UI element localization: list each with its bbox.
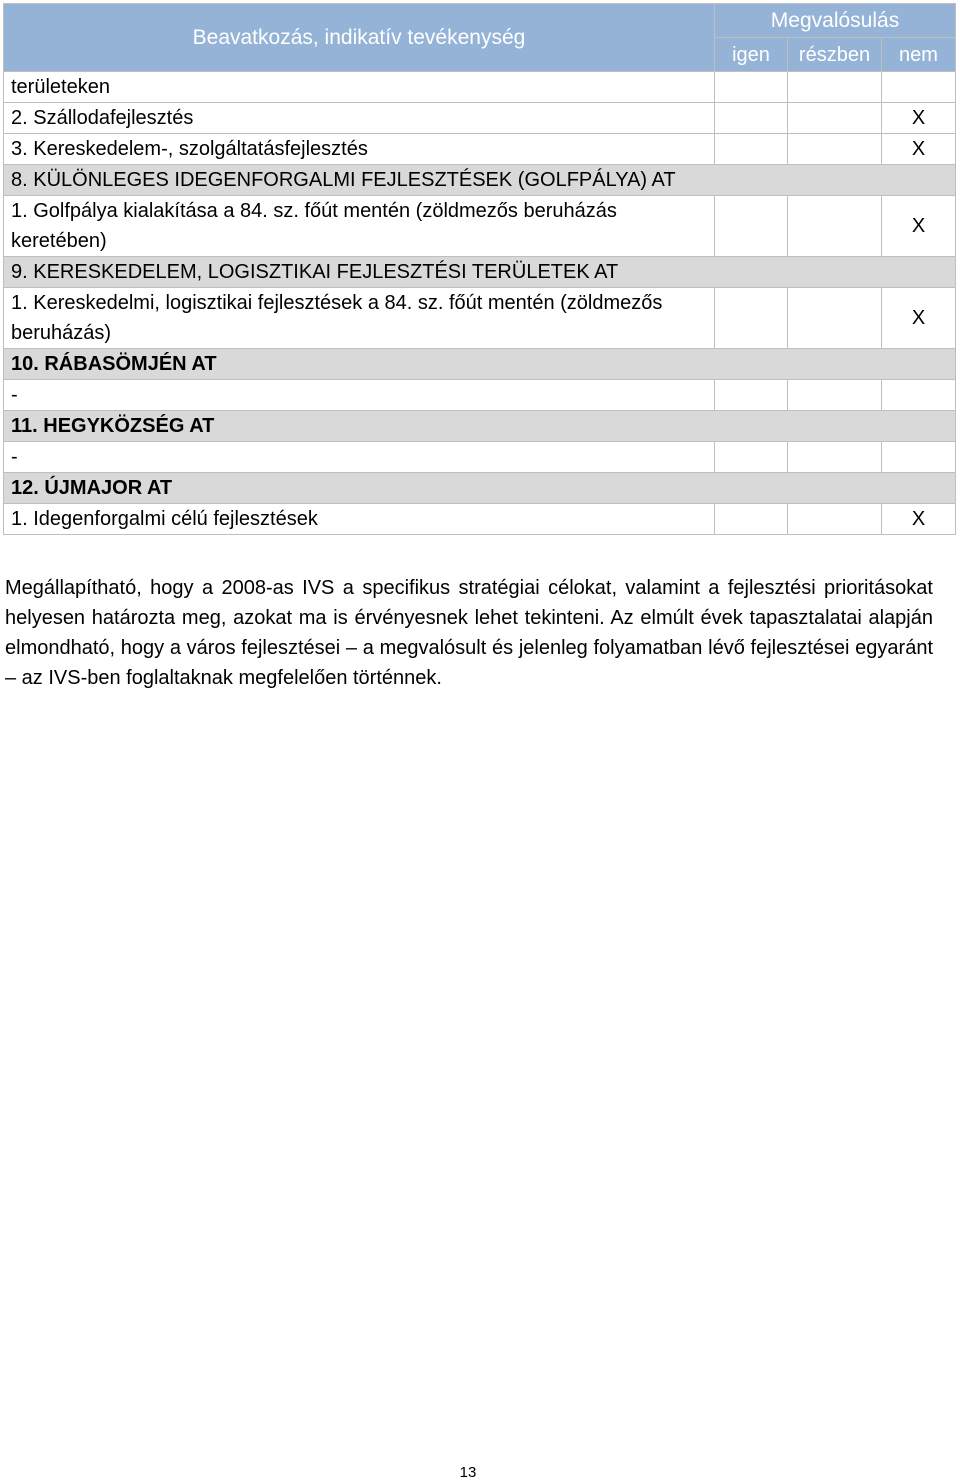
implementation-table — [3, 3, 956, 535]
partial-cell — [788, 442, 882, 473]
page-number: 13 — [459, 1464, 477, 1481]
yes-cell — [715, 134, 788, 165]
no-cell — [882, 442, 956, 473]
yes-cell — [715, 288, 788, 349]
yes-cell — [715, 442, 788, 473]
no-cell: X — [882, 504, 956, 535]
row-text: 1. Golfpálya kialakítása a 84. sz. főút mentén (zöldmezős beruházás keretében) — [4, 196, 715, 257]
section-title: 12. ÚJMAJOR AT — [4, 473, 956, 504]
table-row — [4, 504, 956, 535]
section-row — [4, 473, 956, 504]
no-cell — [882, 72, 956, 103]
row-text: - — [4, 380, 715, 411]
section-row — [4, 165, 956, 196]
no-cell: X — [882, 288, 956, 349]
table-row — [4, 288, 956, 349]
no-column-header: nem — [882, 38, 956, 72]
partial-cell — [788, 196, 882, 257]
table-row — [4, 72, 956, 103]
summary-paragraph: Megállapítható, hogy a 2008-as IVS a specifikus stratégiai célokat, valamint a fejlesztési prioritásokat helyesen határozta meg, azokat ma is érvényesnek lehet tekinteni. Az elmúlt évek tapasztalatai alapján elmondható, hogy a város fejlesztései – a megvalósult és jelenleg folyamatban lévő fejlesztései egyaránt – az IVS-ben foglaltaknak megfelelően történnek. — [5, 577, 933, 689]
yes-cell — [715, 72, 788, 103]
row-text: 3. Kereskedelem-, szolgáltatásfejlesztés — [4, 134, 715, 165]
no-cell: X — [882, 134, 956, 165]
table-row — [4, 442, 956, 473]
section-title: 8. KÜLÖNLEGES IDEGENFORGALMI FEJLESZTÉSEK (GOLFPÁLYA) AT — [4, 165, 956, 196]
partial-cell — [788, 72, 882, 103]
row-text: - — [4, 442, 715, 473]
row-text: 1. Idegenforgalmi célú fejlesztések — [4, 504, 715, 535]
section-title: 11. HEGYKÖZSÉG AT — [4, 411, 956, 442]
yes-column-header: igen — [715, 38, 788, 72]
row-text: 1. Kereskedelmi, logisztikai fejlesztések a 84. sz. főút mentén (zöldmezős beruházás) — [4, 288, 715, 349]
table-row — [4, 196, 956, 257]
no-cell: X — [882, 103, 956, 134]
action-column-header: Beavatkozás, indikatív tevékenység — [4, 4, 715, 72]
table-row — [4, 103, 956, 134]
section-title: 9. KERESKEDELEM, LOGISZTIKAI FEJLESZTÉSI TERÜLETEK AT — [4, 257, 956, 288]
yes-cell — [715, 103, 788, 134]
no-cell: X — [882, 196, 956, 257]
row-text: 2. Szállodafejlesztés — [4, 103, 715, 134]
partial-cell — [788, 504, 882, 535]
yes-cell — [715, 196, 788, 257]
partial-column-header: részben — [788, 38, 882, 72]
yes-cell — [715, 380, 788, 411]
row-text: területeken — [4, 72, 715, 103]
no-cell — [882, 380, 956, 411]
partial-cell — [788, 288, 882, 349]
yes-cell — [715, 504, 788, 535]
section-row — [4, 349, 956, 380]
table-row — [4, 134, 956, 165]
partial-cell — [788, 380, 882, 411]
section-row — [4, 411, 956, 442]
partial-cell — [788, 134, 882, 165]
section-title: 10. RÁBASÖMJÉN AT — [4, 349, 956, 380]
section-row — [4, 257, 956, 288]
table-row — [4, 380, 956, 411]
partial-cell — [788, 103, 882, 134]
implementation-group-header: Megvalósulás — [715, 4, 956, 38]
